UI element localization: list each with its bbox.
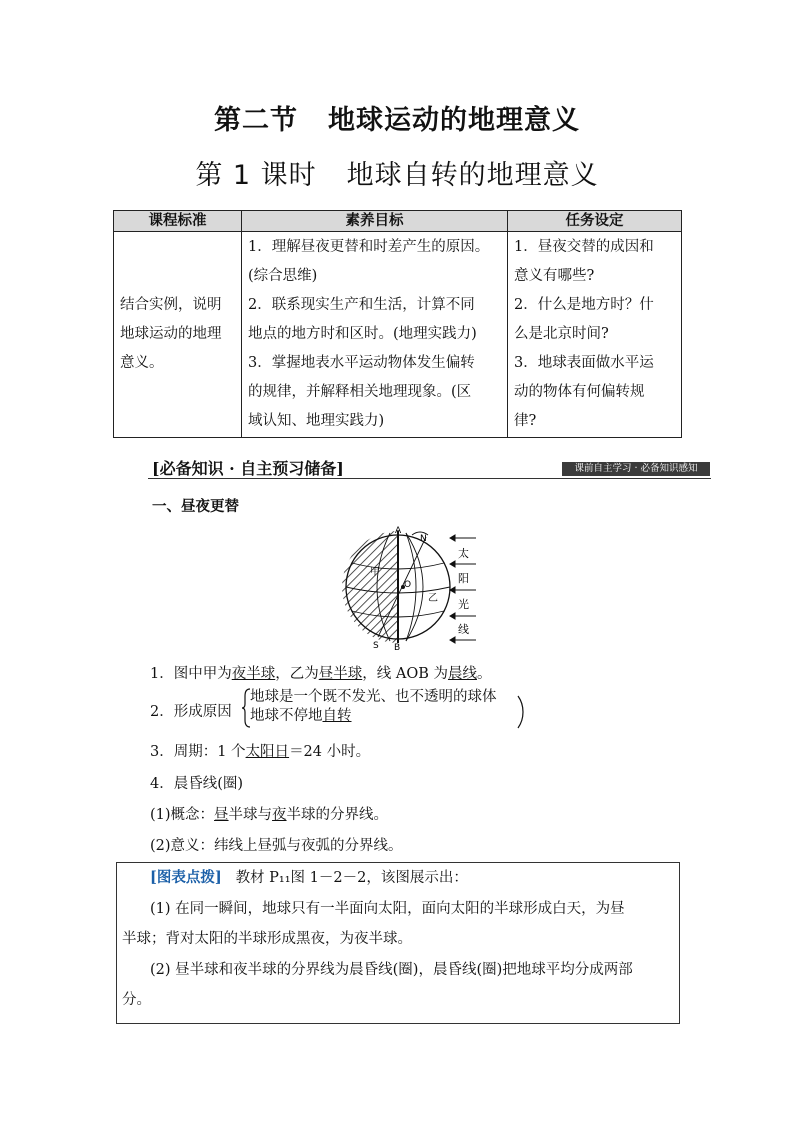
goal-line: 域认知、地理实践力): [248, 413, 385, 429]
lesson-title: [0, 153, 794, 192]
task-line: 动的物体有何偏转规: [514, 384, 645, 400]
label-jia: 甲: [370, 567, 380, 578]
section-title: [0, 98, 794, 137]
answer-blank: 自转: [322, 708, 352, 724]
answer-blank: 昼半球: [318, 666, 363, 682]
task-line: 律?: [514, 413, 537, 429]
tip-text: 半球；背对太阳的半球形成黑夜，为夜半球。: [122, 931, 412, 947]
item-2-label: 2．形成原因: [150, 704, 232, 720]
goal-line: 的规律，并解释相关地理现象。(区: [248, 384, 472, 400]
goal-line: 2．联系现实生产和生活，计算不同: [248, 297, 475, 313]
task-line: 意义有哪些?: [514, 268, 595, 284]
label-n: N: [420, 534, 427, 544]
section-number: 第二节: [214, 105, 298, 136]
item-text: ，线 AOB 为: [362, 666, 448, 682]
answer-blank: 太阳日: [245, 744, 290, 760]
goal-line: (综合思维): [248, 268, 318, 284]
item-text: (1)概念：: [150, 807, 215, 823]
reason-line: 地球是一个既不发光、也不透明的球体: [250, 689, 497, 705]
item-text: ＝24 小时。: [289, 744, 371, 760]
section-bar-title: [必备知识 · 自主预习储备]: [152, 459, 344, 478]
sunlight-char: 阳: [458, 572, 469, 585]
tasks-cell: [508, 232, 682, 438]
goal-line: 地点的地方时和区时。(地理实践力): [248, 326, 477, 342]
reason-line: [250, 707, 497, 726]
task-line: 1．昼夜交替的成因和: [514, 239, 654, 255]
table-header-row: [114, 211, 682, 232]
item-1: [150, 662, 491, 683]
lesson-number: 第 1 课时: [195, 160, 317, 191]
answer-blank: 晨线: [447, 666, 477, 682]
standard-cell: [114, 232, 242, 438]
task-line: 3．地球表面做水平运: [514, 355, 654, 371]
standard-line: 意义。: [120, 355, 164, 371]
item-6: (2)意义：纬线上昼弧与夜弧的分界线。: [150, 838, 403, 854]
answer-blank: 夜半球: [231, 666, 276, 682]
item-text: ，乙为: [275, 666, 319, 682]
sunlight-char: 太: [458, 547, 469, 560]
item-5: [150, 803, 388, 824]
goal-line: 3．掌握地表水平运动物体发生偏转: [248, 355, 475, 371]
item-text: 1．图中甲为: [150, 666, 232, 682]
sunlight-arrows: [446, 530, 480, 645]
tip-text: 教材 P₁₁图 1－2－2，该图展示出：: [235, 870, 468, 886]
item-text: 半球的分界线。: [286, 807, 389, 823]
tip-heading: [图表点拨]: [150, 869, 222, 886]
lesson-name: 地球自转的地理意义: [346, 160, 599, 191]
standards-table: [113, 210, 682, 438]
item-3: [150, 740, 370, 761]
section-tag: 课前自主学习 · 必备知识感知: [562, 462, 710, 476]
label-b: B: [394, 643, 401, 650]
label-o: O: [404, 580, 412, 590]
standard-line: 结合实例，说明: [120, 297, 222, 313]
sunlight-char: 线: [458, 623, 469, 636]
heading-day-night: 一、昼夜更替: [152, 499, 239, 515]
goal-line: 1．理解昼夜更替和时差产生的原因。: [248, 239, 490, 255]
table-row: [114, 232, 682, 438]
header-goals: 素养目标: [242, 211, 508, 232]
header-tasks: 任务设定: [508, 211, 682, 232]
tip-first-line: [150, 868, 468, 888]
task-line: 2．什么是地方时？什: [514, 297, 654, 313]
task-line: 么是北京时间?: [514, 326, 609, 342]
answer-blank: 夜: [272, 807, 287, 823]
standard-line: 地球运动的地理: [120, 326, 222, 342]
label-a: A: [395, 526, 402, 536]
label-s: S: [373, 641, 379, 650]
item-2-reasons: [250, 688, 497, 726]
label-yi: 乙: [428, 593, 438, 604]
header-standard: 课程标准: [114, 211, 242, 232]
item-text: 半球与: [228, 807, 273, 823]
item-4: 4．晨昏线(圈): [150, 776, 244, 792]
answer-blank: 昼: [214, 807, 229, 823]
right-bracket-icon: [516, 695, 526, 729]
tip-text: (1) 在同一瞬间，地球只有一半面向太阳，面向太阳的半球形成白天，为昼: [150, 901, 625, 917]
section-name: 地球运动的地理意义: [328, 105, 580, 136]
tip-text: 分。: [122, 992, 151, 1008]
tip-text: (2) 昼半球和夜半球的分界线为晨昏线(圈)，晨昏线(圈)把地球平均分成两部: [150, 962, 633, 978]
item-text: 。: [476, 666, 492, 682]
item-text: 地球不停地: [250, 708, 323, 724]
item-text: 3．周期：1 个: [150, 744, 246, 760]
goals-cell: [242, 232, 508, 438]
night-hemisphere: [342, 531, 398, 643]
sunlight-char: 光: [458, 598, 469, 611]
